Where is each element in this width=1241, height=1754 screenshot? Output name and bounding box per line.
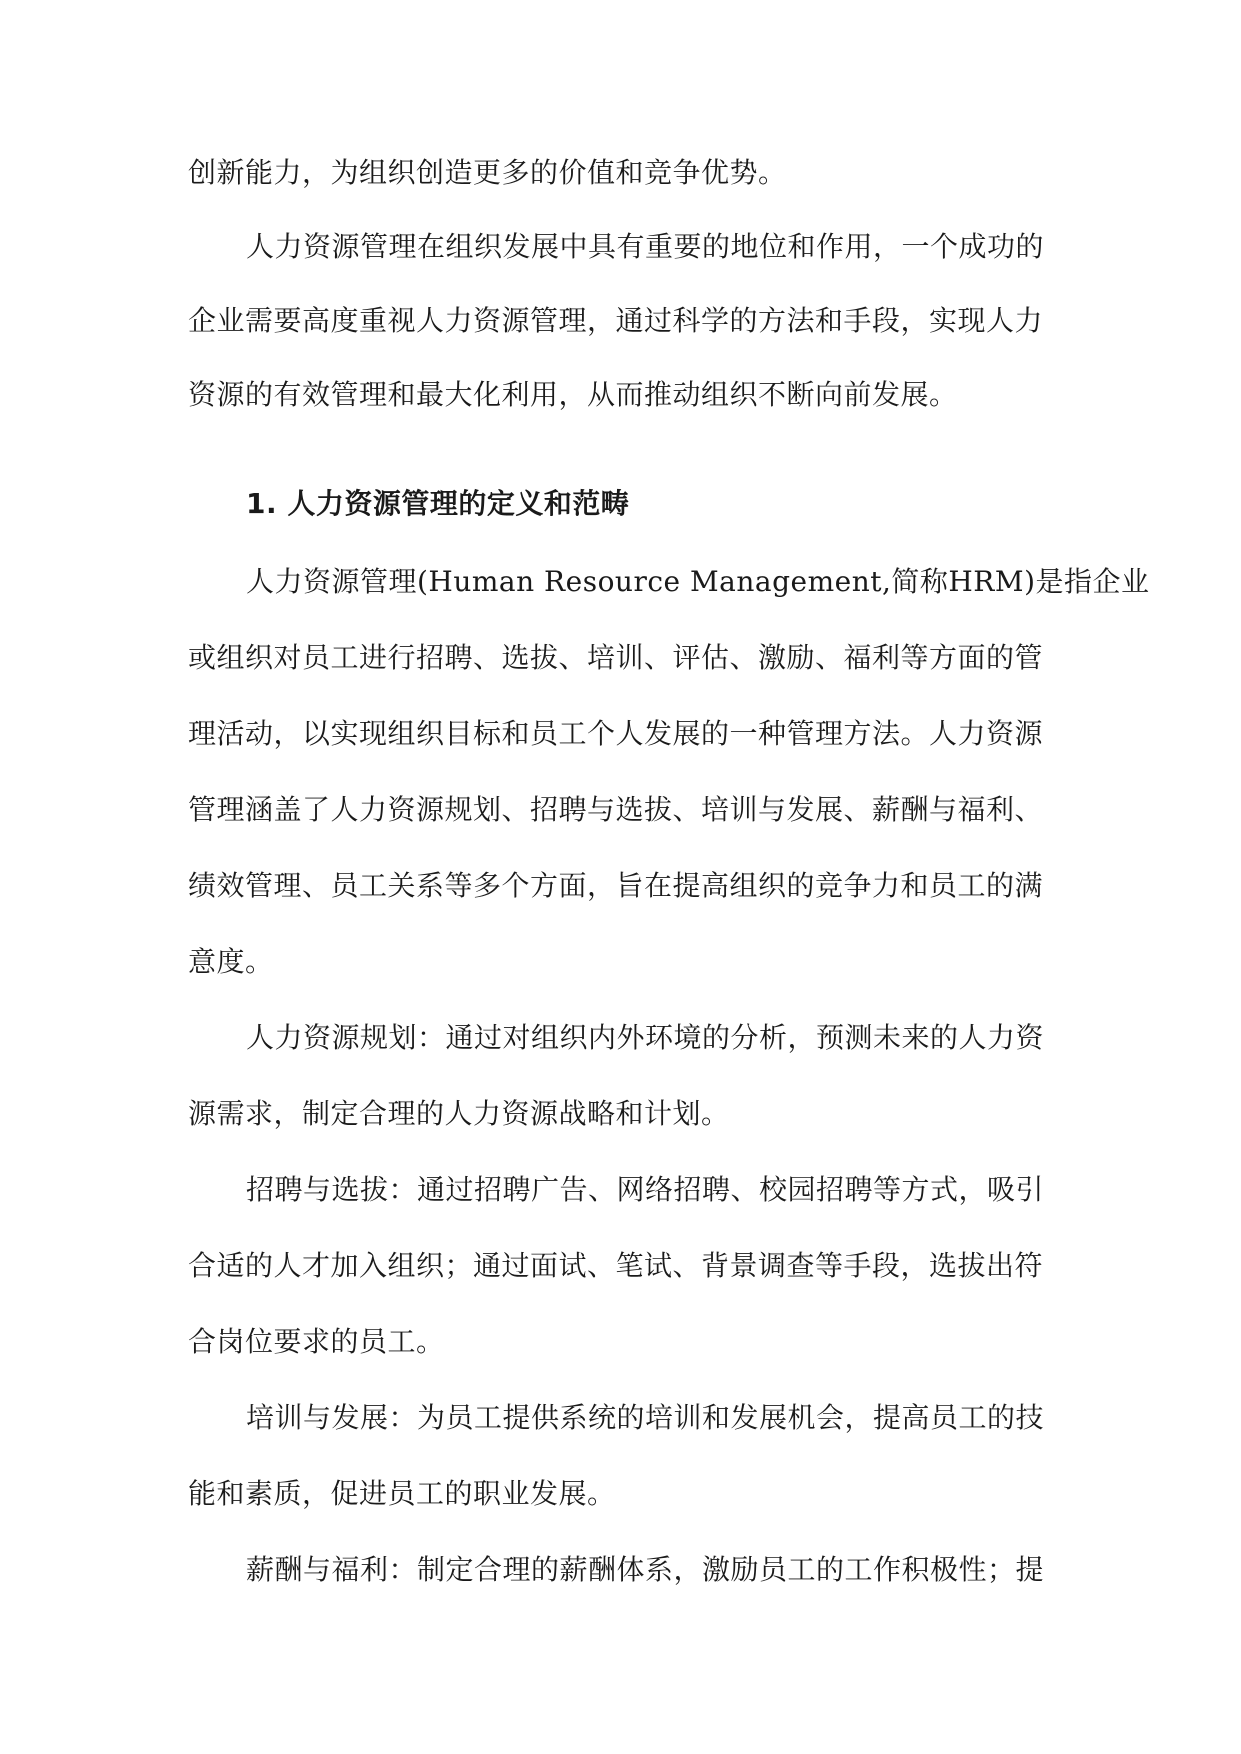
paragraph-line: 人力资源管理在组织发展中具有重要的地位和作用，一个成功的 — [246, 230, 1045, 263]
paragraph-line: 培训与发展：为员工提供系统的培训和发展机会，提高员工的技 — [246, 1401, 1045, 1434]
paragraph-line: 合岗位要求的员工。 — [188, 1325, 445, 1358]
paragraph-line: 人力资源管理(Human Resource Management,简称HRM)是指企业 — [246, 565, 1150, 598]
section-heading: 1. 人力资源管理的定义和范畴 — [246, 487, 630, 520]
paragraph-line: 合适的人才加入组织；通过面试、笔试、背景调查等手段，选拔出符 — [188, 1249, 1044, 1282]
paragraph-line: 招聘与选拔：通过招聘广告、网络招聘、校园招聘等方式，吸引 — [246, 1173, 1045, 1206]
paragraph-line: 能和素质，促进员工的职业发展。 — [188, 1477, 616, 1510]
paragraph-line: 理活动，以实现组织目标和员工个人发展的一种管理方法。人力资源 — [188, 717, 1044, 750]
paragraph-line: 人力资源规划：通过对组织内外环境的分析，预测未来的人力资 — [246, 1021, 1045, 1054]
paragraph-line: 源需求，制定合理的人力资源战略和计划。 — [188, 1097, 730, 1130]
paragraph-line: 资源的有效管理和最大化利用，从而推动组织不断向前发展。 — [188, 378, 958, 411]
paragraph-line: 意度。 — [188, 945, 274, 978]
paragraph-line: 创新能力，为组织创造更多的价值和竞争优势。 — [188, 156, 787, 189]
paragraph-line: 绩效管理、员工关系等多个方面，旨在提高组织的竞争力和员工的满 — [188, 869, 1044, 902]
paragraph-line: 管理涵盖了人力资源规划、招聘与选拔、培训与发展、薪酬与福利、 — [188, 793, 1044, 826]
paragraph-line: 或组织对员工进行招聘、选拔、培训、评估、激励、福利等方面的管 — [188, 641, 1044, 674]
paragraph-line: 薪酬与福利：制定合理的薪酬体系，激励员工的工作积极性；提 — [246, 1553, 1045, 1586]
paragraph-line: 企业需要高度重视人力资源管理，通过科学的方法和手段，实现人力 — [188, 304, 1044, 337]
